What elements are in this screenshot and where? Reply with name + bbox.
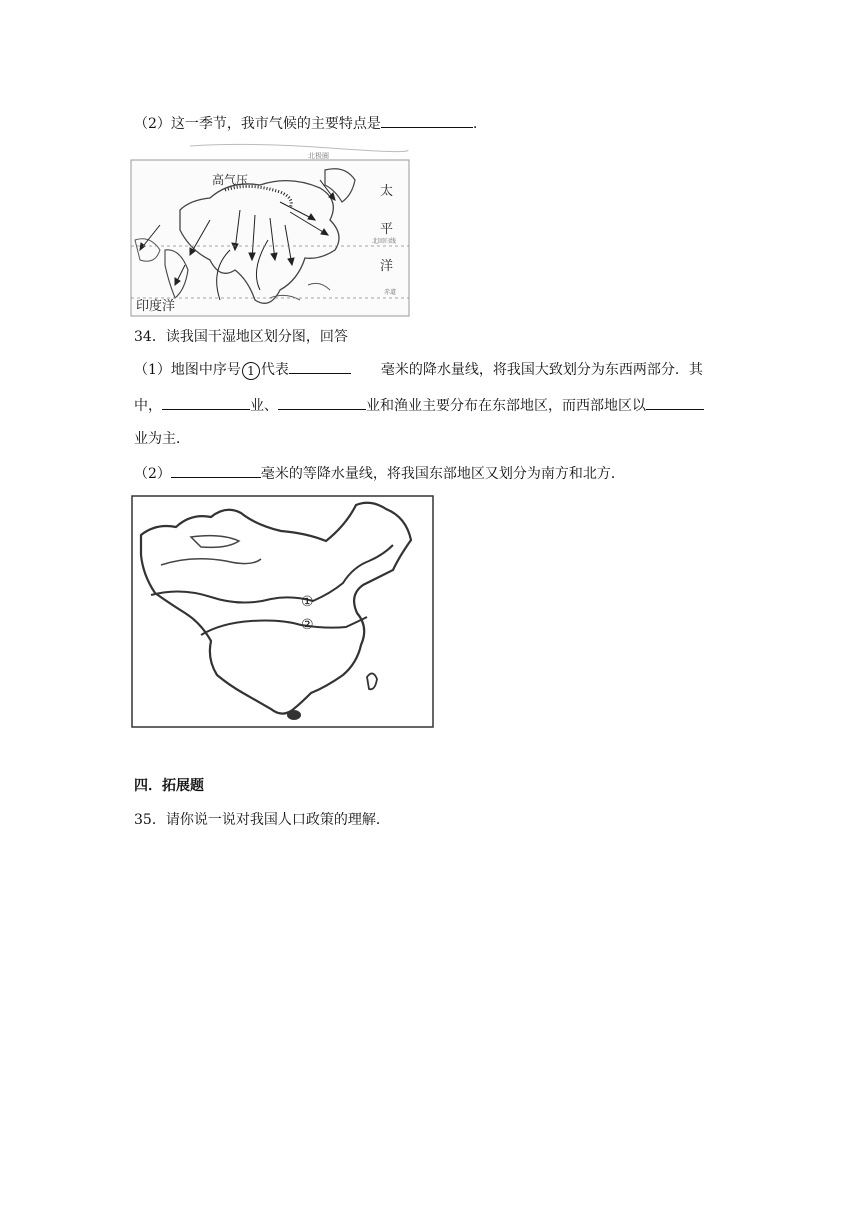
circled-number-1: 1: [242, 362, 260, 380]
map-marker-1: ①: [301, 594, 314, 610]
q34-blank-4[interactable]: [646, 395, 704, 410]
q34-p1-end: 业为主．: [134, 431, 190, 447]
q34-title: [134, 327, 348, 347]
monsoon-map-figure: [130, 140, 410, 318]
q34-p2-rest: 毫米的等降水量线，将我国东部地区又划分为南方和北方．: [260, 466, 625, 482]
arctic-circle-label: 北极圈: [308, 152, 329, 160]
section4-heading-text: 四．拓展题: [134, 778, 204, 794]
q34-blank-3[interactable]: [278, 395, 366, 410]
q34-p2-prefix: （2）: [134, 466, 171, 482]
tropic-label: 北回归线: [372, 238, 397, 245]
q33-answer-blank[interactable]: [381, 113, 473, 128]
q34-blank-5[interactable]: [171, 463, 261, 478]
q34-part2: [134, 463, 625, 484]
q34-part1-line1: [134, 359, 703, 380]
map-marker-2: ②: [301, 617, 314, 633]
q34-p1-represents: 代表: [260, 362, 289, 378]
q33-part2-end: .: [472, 116, 478, 132]
equator-label: 赤道: [384, 289, 397, 296]
q35-text: 35．请你说一说对我国人口政策的理解．: [134, 812, 390, 828]
q35: [134, 810, 390, 830]
china-map-svg: [131, 495, 434, 728]
q34-p1-ye1: 业、: [250, 398, 278, 414]
pacific-label-3: 洋: [380, 259, 394, 274]
q34-title-text: 34．读我国干湿地区划分图，回答: [134, 329, 348, 345]
q34-p1-rest: 毫米的降水量线，将我国大致划分为东西两部分．其: [380, 362, 703, 378]
q34-blank-1[interactable]: [289, 359, 351, 374]
section4-heading: [134, 776, 204, 796]
q34-p1-zhong: 中，: [134, 398, 162, 414]
q33-part2-text: （2）这一季节，我市气候的主要特点是: [134, 116, 381, 132]
high-pressure-label: 高气压: [212, 173, 249, 187]
monsoon-map-svg: [130, 140, 410, 318]
indian-ocean-label: 印度洋: [136, 299, 176, 314]
q34-blank-2[interactable]: [162, 395, 250, 410]
pacific-label-2: 平: [380, 222, 394, 237]
q34-part1-line2: [134, 395, 704, 416]
q33-part2: [134, 113, 477, 134]
pacific-label-1: 太: [380, 184, 394, 199]
q34-p1-east: 业和渔业主要分布在东部地区，而西部地区以: [366, 398, 646, 414]
q34-p1-prefix: （1）地图中序号: [134, 362, 241, 378]
q34-part1-line3: [134, 429, 190, 449]
china-map-figure: [131, 495, 434, 728]
